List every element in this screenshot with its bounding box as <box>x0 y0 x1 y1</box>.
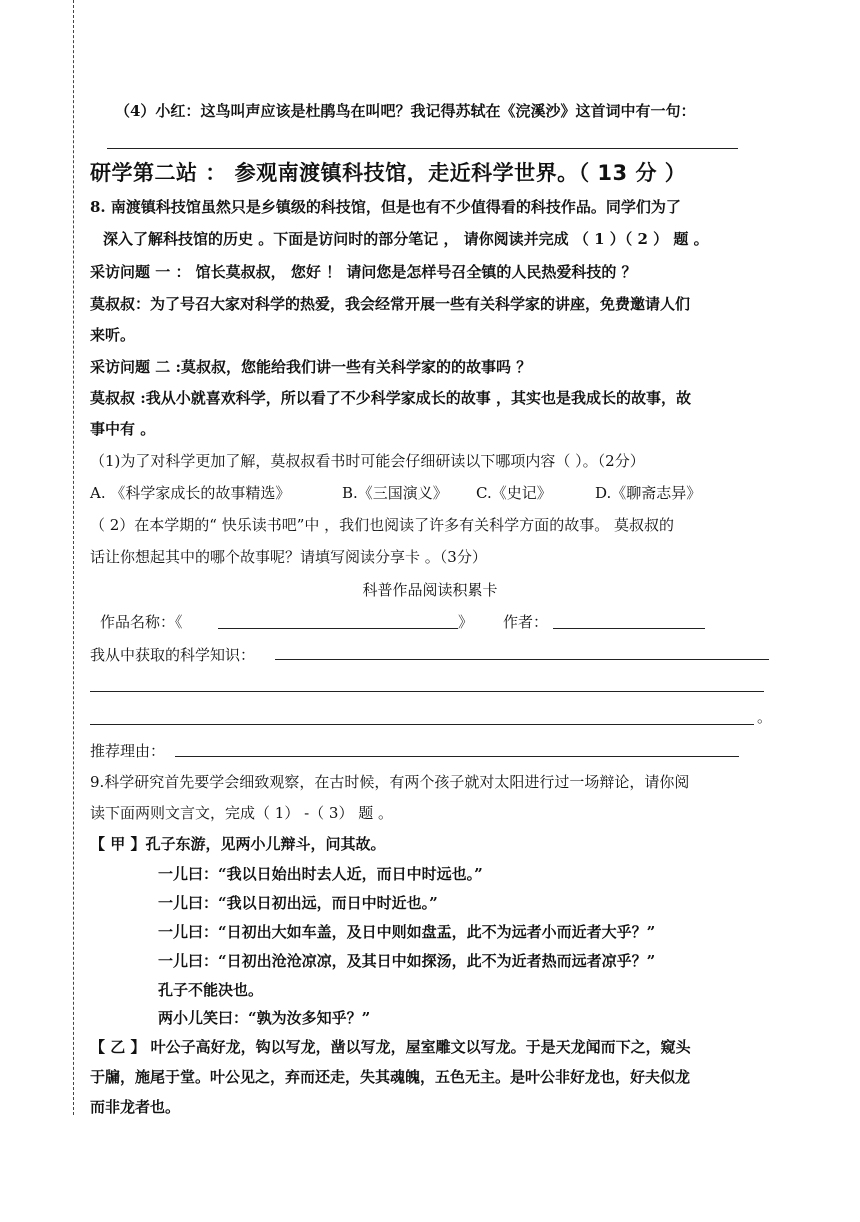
passage-jia-line-6: 两小儿笑曰：“孰为汝多知乎？” <box>158 1009 371 1027</box>
passage-jia-intro: 【 甲 】孔子东游，见两小儿辩斗，问其故。 <box>90 835 386 853</box>
station-2-heading: 研学第二站 ： 参观南渡镇科技馆，走近科学世界。（ 13 分 ） <box>90 161 687 185</box>
interview-1-answer-line-1: 莫叔叔：为了号召大家对科学的热爱，我会经常开展一些有关科学家的讲座，免费邀请人们 <box>90 295 691 313</box>
card-author-blank[interactable] <box>553 628 705 629</box>
question-8-1: （1)为了对科学更加了解，莫叔叔看书时可能会仔细研读以下哪项内容（ ）。（2分） <box>90 452 645 470</box>
card-knowledge-end-mark: 。 <box>757 708 773 726</box>
interview-1-answer-line-2: 来听。 <box>90 326 136 344</box>
question-8-line-1: 8. 南渡镇科技馆虽然只是乡镇级的科技馆，但是也有不少值得看的科技作品。同学们为了 <box>90 198 681 216</box>
card-knowledge-label: 我从中获取的科学知识： <box>90 646 256 664</box>
card-work-name-close: 》 <box>458 613 474 631</box>
card-work-name-label: 作品名称：《 <box>100 613 183 631</box>
passage-jia-line-5: 孔子不能决也。 <box>158 981 264 999</box>
question-8-2-line-1: （ 2）在本学期的“ 快乐读书吧”中 ，我们也阅读了许多有关科学方面的故事。 莫叔叔的 <box>90 516 674 534</box>
card-work-name-blank[interactable] <box>218 628 458 629</box>
card-knowledge-blank-3[interactable] <box>90 724 754 725</box>
card-knowledge-blank-2[interactable] <box>90 691 764 692</box>
passage-yi-line-1: 【 乙 】 叶公子高好龙，钩以写龙，凿以写龙，屋室雕文以写龙。于是天龙闻而下之，窥头 <box>90 1038 691 1056</box>
question-9-line-1: 9.科学研究首先要学会细致观察，在古时候，有两个孩子就对太阳进行过一场辩论，请你阅 <box>90 773 690 791</box>
card-reason-blank[interactable] <box>175 756 739 757</box>
question-8-line-2: 深入了解科技馆的历史 。下面是访问时的部分笔记 ， 请你阅读并完成 （ 1 ）（ 2 ） 题 。 <box>103 230 709 248</box>
interview-2-answer-line-2: 事中有 。 <box>90 420 156 438</box>
card-knowledge-blank-1[interactable] <box>275 659 769 660</box>
question-8-2-line-2: 话让你想起其中的哪个故事呢？请填写阅读分享卡 。（3分） <box>90 548 487 566</box>
passage-yi-line-2: 于牖，施尾于堂。叶公见之，弃而还走，失其魂魄，五色无主。是叶公非好龙也，好夫似龙 <box>90 1068 691 1086</box>
option-d: D.《聊斋志异》 <box>595 484 702 502</box>
passage-yi-line-3: 而非龙者也。 <box>90 1098 181 1116</box>
passage-jia-line-4: 一儿曰：“日初出沧沧凉凉，及其日中如探汤，此不为近者热而远者凉乎？” <box>158 952 656 970</box>
question-4-answer-line[interactable] <box>107 148 738 149</box>
question-4-text: （4）小红：这鸟叫声应该是杜鹃鸟在叫吧？我记得苏轼在《浣溪沙》这首词中有一句： <box>115 102 696 120</box>
card-reason-label: 推荐理由： <box>90 742 166 760</box>
interview-1-question: 采访问题 一 ： 馆长莫叔叔， 您好 ！ 请问您是怎样号召全镇的人民热爱科技的 ？ <box>90 263 637 281</box>
option-a: A. 《科学家成长的故事精选》 <box>90 484 291 502</box>
passage-jia-line-3: 一儿曰：“日初出大如车盖，及日中则如盘盂，此不为远者小而近者大乎？” <box>158 923 656 941</box>
passage-jia-line-1: 一儿曰：“我以日始出时去人近，而日中时远也。” <box>158 865 483 883</box>
binding-margin-dashed-line <box>73 0 74 1115</box>
passage-jia-line-2: 一儿曰：“我以日初出远，而日中时近也。” <box>158 894 438 912</box>
interview-2-answer-line-1: 莫叔叔 :我从小就喜欢科学，所以看了不少科学家成长的故事 ，其实也是我成长的故事，故 <box>90 389 691 407</box>
card-author-label: 作者： <box>503 613 549 631</box>
option-c: C.《史记》 <box>476 484 552 502</box>
reading-card-title: 科普作品阅读积累卡 <box>362 581 498 599</box>
question-9-line-2: 读下面两则文言文，完成（ 1） -（ 3） 题 。 <box>90 804 393 822</box>
interview-2-question: 采访问题 二 :莫叔叔，您能给我们讲一些有关科学家的的故事吗 ？ <box>90 358 532 376</box>
option-b: B.《三国演义》 <box>342 484 448 502</box>
